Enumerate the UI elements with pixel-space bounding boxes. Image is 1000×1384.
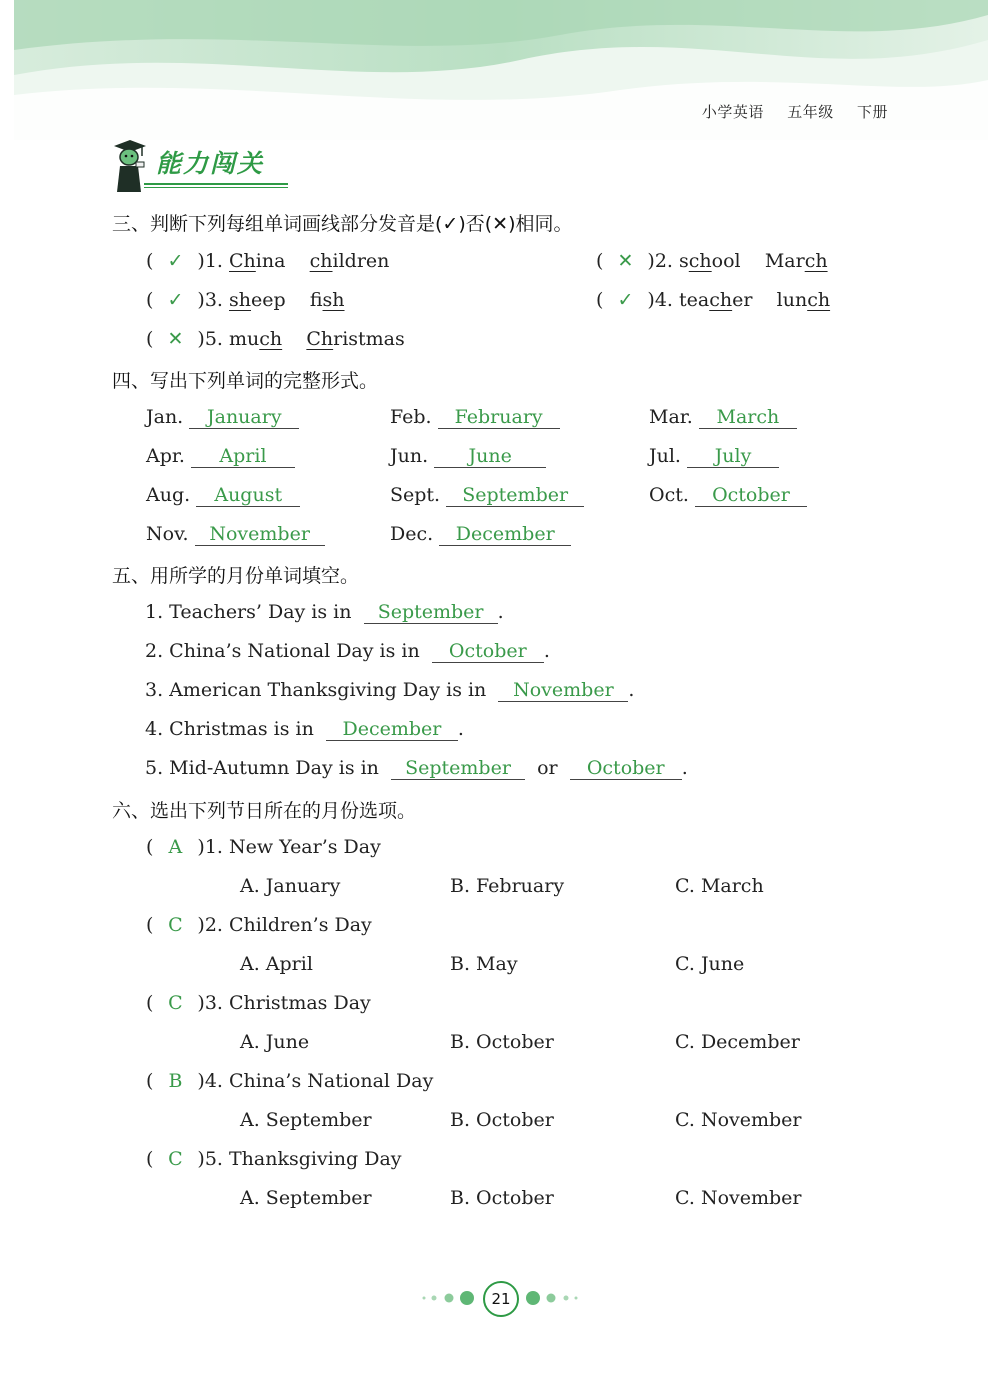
page-number: 21 — [483, 1281, 519, 1317]
q4-item-jul: Jul. July — [649, 445, 779, 468]
word-2: Christmas — [306, 328, 405, 350]
q6-item-1: ( A )1. New Year’s Day — [146, 836, 381, 858]
q5-item-4: 4. Christmas is in December . — [145, 718, 464, 740]
q6-item-3: ( C )3. Christmas Day — [146, 992, 371, 1014]
answer-blank[interactable]: March — [699, 406, 797, 429]
answer-letter: A — [168, 836, 183, 858]
answer-letter: B — [168, 1070, 183, 1092]
answer-blank[interactable]: November — [498, 679, 628, 702]
answer-blank[interactable]: February — [438, 406, 560, 429]
answer-blank[interactable]: November — [195, 523, 325, 546]
q6-item-5: ( C )5. Thanksgiving Day — [146, 1148, 402, 1170]
word-1: sheep — [229, 289, 286, 311]
answer-mark: ✓ — [167, 289, 184, 311]
q6-option-5a[interactable]: A. September — [240, 1187, 372, 1209]
q6-option-2a[interactable]: A. April — [240, 953, 313, 975]
answer-blank[interactable]: April — [191, 445, 295, 468]
q4-item-mar: Mar. March — [649, 406, 797, 429]
answer-blank[interactable]: July — [687, 445, 779, 468]
section-title: 能力闯关 — [156, 149, 265, 178]
q4-item-apr: Apr. April — [146, 445, 295, 468]
q3-item-3: ( ✓ )3. sheep fish — [146, 289, 345, 311]
answer-blank[interactable]: January — [189, 406, 299, 429]
graduate-mascot-icon — [108, 136, 148, 194]
q4-heading: 四、写出下列单词的完整形式。 — [112, 370, 379, 392]
header-wave-banner — [0, 0, 1000, 150]
answer-mark: ✕ — [617, 250, 634, 272]
q5-item-3: 3. American Thanksgiving Day is in November . — [145, 679, 635, 701]
answer-mark: ✓ — [617, 289, 634, 311]
q5-heading: 五、用所学的月份单词填空。 — [112, 565, 360, 587]
q4-item-dec: Dec. December — [390, 523, 571, 546]
answer-letter: C — [168, 992, 183, 1014]
q5-item-2: 2. China’s National Day is in October . — [145, 640, 550, 662]
section-title-block — [108, 136, 298, 196]
answer-letter: C — [168, 914, 183, 936]
book-info — [684, 101, 888, 122]
answer-blank[interactable]: October — [570, 757, 682, 780]
q3-item-2: ( ✕ )2. school March — [596, 250, 828, 272]
q6-option-4a[interactable]: A. September — [240, 1109, 372, 1131]
word-1: school — [679, 250, 741, 272]
word-2: March — [764, 250, 828, 272]
q4-item-oct: Oct. October — [649, 484, 807, 507]
q6-option-1c[interactable]: C. March — [675, 875, 764, 897]
answer-letter: C — [168, 1148, 183, 1170]
volume-label: 下册 — [856, 103, 888, 121]
q4-item-sept: Sept. September — [390, 484, 584, 507]
q3-heading: 三、判断下列每组单词画线部分发音是(✓)否(✕)相同。 — [112, 213, 573, 235]
q6-option-1a[interactable]: A. January — [240, 875, 341, 897]
answer-blank[interactable]: September — [446, 484, 584, 507]
answer-blank[interactable]: October — [695, 484, 807, 507]
answer-blank[interactable]: September — [364, 601, 498, 624]
title-underline — [144, 183, 288, 185]
answer-blank[interactable]: October — [432, 640, 544, 663]
q6-option-4c[interactable]: C. November — [675, 1109, 802, 1131]
q6-option-2b[interactable]: B. May — [450, 953, 518, 975]
q6-option-5c[interactable]: C. November — [675, 1187, 802, 1209]
answer-blank[interactable]: December — [439, 523, 571, 546]
q3-item-5: ( ✕ )5. much Christmas — [146, 328, 405, 350]
word-2: fish — [309, 289, 345, 311]
q4-item-nov: Nov. November — [146, 523, 325, 546]
q6-heading: 六、选出下列节日所在的月份选项。 — [112, 800, 417, 822]
q5-item-5: 5. Mid-Autumn Day is in September or October . — [145, 757, 688, 779]
title-underline-thin — [144, 187, 288, 188]
q6-option-3b[interactable]: B. October — [450, 1031, 554, 1053]
q6-option-4b[interactable]: B. October — [450, 1109, 554, 1131]
word-1: teacher — [679, 289, 753, 311]
q6-option-1b[interactable]: B. February — [450, 875, 565, 897]
answer-blank[interactable]: August — [196, 484, 300, 507]
q6-option-2c[interactable]: C. June — [675, 953, 745, 975]
q6-item-2: ( C )2. Children’s Day — [146, 914, 372, 936]
answer-blank[interactable]: June — [434, 445, 546, 468]
answer-blank[interactable]: September — [391, 757, 525, 780]
word-1: China — [229, 250, 286, 272]
word-2: children — [309, 250, 390, 272]
answer-mark: ✓ — [167, 250, 184, 272]
q4-item-jun: Jun. June — [390, 445, 546, 468]
grade-label: 五年级 — [787, 103, 834, 121]
answer-blank[interactable]: December — [326, 718, 458, 741]
word-1: much — [229, 328, 283, 350]
q6-option-5b[interactable]: B. October — [450, 1187, 554, 1209]
q6-option-3c[interactable]: C. December — [675, 1031, 800, 1053]
q3-item-4: ( ✓ )4. teacher lunch — [596, 289, 831, 311]
subject-label: 小学英语 — [701, 103, 764, 121]
word-2: lunch — [776, 289, 831, 311]
q5-item-1: 1. Teachers’ Day is in September . — [145, 601, 504, 623]
q6-item-4: ( B )4. China’s National Day — [146, 1070, 434, 1092]
q4-item-jan: Jan. January — [146, 406, 299, 429]
q3-item-1: ( ✓ )1. China children — [146, 250, 390, 272]
q4-item-feb: Feb. February — [390, 406, 560, 429]
q4-item-aug: Aug. August — [146, 484, 300, 507]
q6-option-3a[interactable]: A. June — [240, 1031, 310, 1053]
answer-mark: ✕ — [167, 328, 184, 350]
